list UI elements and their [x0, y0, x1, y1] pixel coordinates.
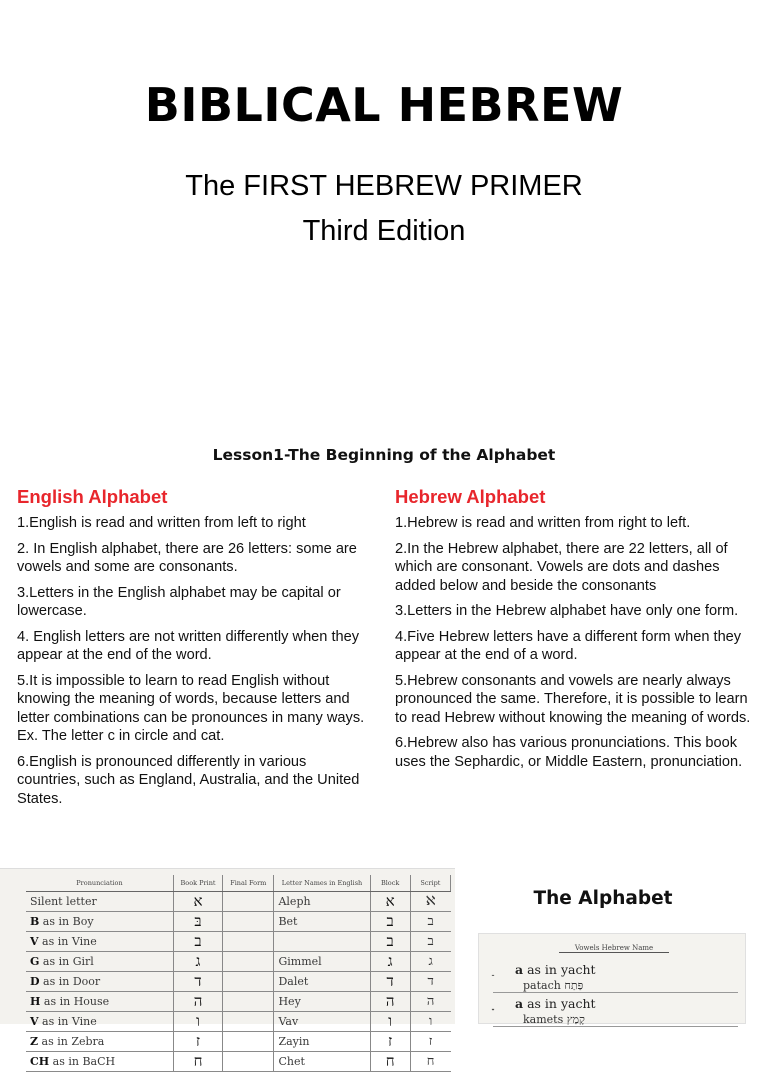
book-print-cell: ד	[173, 971, 222, 991]
alphabet-table-row	[26, 971, 451, 991]
hebrew-alphabet-heading: Hebrew Alphabet	[395, 486, 546, 507]
final-form-cell	[223, 991, 274, 1011]
block-cell: ב	[370, 931, 410, 951]
pronunciation-text: as in Boy	[39, 914, 94, 928]
column-header: Book Print	[173, 875, 222, 891]
vowel-letter: a	[515, 962, 524, 977]
pronunciation-text: Silent letter	[30, 894, 97, 908]
pronunciation-letter: CH	[30, 1054, 50, 1068]
pronunciation-cell	[26, 891, 173, 911]
alphabet-table-body	[26, 891, 451, 1071]
pronunciation-text: as in Vine	[38, 934, 97, 948]
alphabet-table-row	[26, 1031, 451, 1051]
script-cell: ח	[410, 1051, 450, 1071]
block-cell: ז	[370, 1031, 410, 1051]
english-point: 3.Letters in the English alphabet may be capital or lowercase.	[17, 584, 341, 619]
script-cell: ה	[410, 991, 450, 1011]
pronunciation-cell	[26, 1051, 173, 1071]
alphabet-table-row	[26, 891, 451, 911]
letter-name-cell: Zayin	[274, 1031, 370, 1051]
pronunciation-letter: H	[30, 994, 41, 1008]
vowel-mark	[493, 962, 515, 979]
pronunciation-text: as in Zebra	[38, 1034, 105, 1048]
pronunciation-letter: G	[30, 954, 40, 968]
vowel-main	[493, 962, 738, 979]
book-print-cell: ח	[173, 1051, 222, 1071]
pronunciation-text: as in Vine	[38, 1014, 97, 1028]
alphabet-table-row	[26, 991, 451, 1011]
english-point: 2. In English alphabet, there are 26 letters: some are vowels and some are consonants.	[17, 540, 357, 575]
column-header: Final Form	[223, 875, 274, 891]
pronunciation-cell	[26, 931, 173, 951]
english-point: 5.It is impossible to learn to read English without knowing the meaning of words, because letters and letter combinations can be pronounces in many ways. Ex. The letter c in circle and cat.	[17, 672, 365, 744]
book-print-cell: ה	[173, 991, 222, 1011]
letter-name-cell: Dalet	[274, 971, 370, 991]
hebrew-alphabet-column	[395, 486, 755, 778]
letter-name-cell: Bet	[274, 911, 370, 931]
final-form-cell	[223, 1051, 274, 1071]
alphabet-table-row	[26, 951, 451, 971]
pronunciation-cell	[26, 911, 173, 931]
letter-name-cell: Chet	[274, 1051, 370, 1071]
alphabet-table-row	[26, 911, 451, 931]
final-form-cell	[223, 931, 274, 951]
pronunciation-cell	[26, 971, 173, 991]
pronunciation-cell	[26, 1031, 173, 1051]
pronunciation-cell	[26, 1011, 173, 1031]
pronunciation-text: as in Girl	[39, 954, 94, 968]
script-cell: ב	[410, 911, 450, 931]
english-point: 4. English letters are not written differently when they appear at the end of the word.	[17, 628, 360, 663]
alphabet-table-row	[26, 1011, 451, 1031]
pronunciation-cell	[26, 991, 173, 1011]
english-point: 6.English is pronounced differently in various countries, such as England, Australia, and the United States.	[17, 753, 360, 807]
book-print-cell: ב	[173, 931, 222, 951]
pronunciation-cell	[26, 951, 173, 971]
script-cell: ג	[410, 951, 450, 971]
alphabet-table-photo	[0, 868, 455, 1070]
vowel-mark	[493, 996, 515, 1013]
pronunciation-text: as in House	[40, 994, 110, 1008]
vowel-row	[493, 996, 738, 1027]
block-cell: ח	[370, 1051, 410, 1071]
hebrew-point: 4.Five Hebrew letters have a different form when they appear at the end of a word.	[395, 628, 742, 663]
english-alphabet-heading: English Alphabet	[17, 486, 168, 507]
block-cell: ג	[370, 951, 410, 971]
alphabet-table-row	[26, 1051, 451, 1071]
document-subtitle: The FIRST HEBREW PRIMER	[185, 170, 583, 202]
pronunciation-letter: B	[30, 914, 40, 928]
book-print-cell: ז	[173, 1031, 222, 1051]
block-cell: ו	[370, 1011, 410, 1031]
block-cell: ה	[370, 991, 410, 1011]
script-cell: ז	[410, 1031, 450, 1051]
final-form-cell	[223, 911, 274, 931]
book-print-cell: ו	[173, 1011, 222, 1031]
alphabet-heading: The Alphabet	[533, 888, 673, 909]
document-title: BIBLICAL HEBREW	[144, 78, 624, 132]
vowel-main	[493, 996, 738, 1013]
vowel-row	[493, 962, 738, 993]
pronunciation-letter: Z	[30, 1034, 39, 1048]
hebrew-point: 5.Hebrew consonants and vowels are nearly always pronounced the same. Therefore, it is possible to learn to read Hebrew without knowing the meaning of words.	[395, 672, 751, 726]
lesson-title: Lesson1-The Beginning of the Alphabet	[212, 446, 556, 464]
pronunciation-text: as in Door	[39, 974, 101, 988]
column-header: Script	[410, 875, 450, 891]
book-print-cell: ג	[173, 951, 222, 971]
letter-name-cell: Aleph	[274, 891, 370, 911]
pronunciation-letter: V	[30, 934, 39, 948]
script-cell: ד	[410, 971, 450, 991]
final-form-cell	[223, 951, 274, 971]
alphabet-table	[26, 875, 451, 1072]
alphabet-table-row	[26, 931, 451, 951]
letter-name-cell: Hey	[274, 991, 370, 1011]
hebrew-point: 1.Hebrew is read and written from right to left.	[395, 515, 691, 531]
vowels-header: Vowels Hebrew Name	[559, 944, 669, 953]
block-cell: ב	[370, 911, 410, 931]
hebrew-point: 2.In the Hebrew alphabet, there are 22 letters, all of which are consonant. Vowels are dots and dashes added below and beside the consonants	[395, 540, 728, 594]
final-form-cell	[223, 891, 274, 911]
pronunciation-text: as in BaCH	[49, 1054, 116, 1068]
hebrew-point: 3.Letters in the Hebrew alphabet have only one form.	[395, 603, 739, 619]
pronunciation-letter: D	[30, 974, 40, 988]
english-point: 1.English is read and written from left to right	[17, 515, 306, 531]
document-edition: Third Edition	[302, 215, 466, 247]
hebrew-point: 6.Hebrew also has various pronunciations. This book uses the Sephardic, or Middle Eastern, pronunciation.	[395, 735, 743, 770]
script-cell: ב	[410, 931, 450, 951]
pronunciation-letter: V	[30, 1014, 39, 1028]
letter-name-cell: Gimmel	[274, 951, 370, 971]
vowel-text: as in yacht	[523, 996, 596, 1011]
vowel-name: kamets קָמַץ	[523, 1013, 585, 1026]
block-cell: ד	[370, 971, 410, 991]
vowels-table-photo	[478, 933, 746, 1024]
script-cell: ו	[410, 1011, 450, 1031]
letter-name-cell	[274, 931, 370, 951]
final-form-cell	[223, 1011, 274, 1031]
column-header: Block	[370, 875, 410, 891]
vowel-letter: a	[515, 996, 524, 1011]
alphabet-table-header-row	[26, 875, 451, 891]
block-cell: א	[370, 891, 410, 911]
final-form-cell	[223, 971, 274, 991]
final-form-cell	[223, 1031, 274, 1051]
script-cell: ℵ	[410, 891, 450, 911]
column-header: Letter Names in English	[274, 875, 370, 891]
english-alphabet-column	[17, 486, 369, 815]
vowel-name: patach פַּתַח	[523, 979, 584, 992]
book-print-cell: א	[173, 891, 222, 911]
column-header: Pronunciation	[26, 875, 173, 891]
book-print-cell: בּ	[173, 911, 222, 931]
vowel-text: as in yacht	[523, 962, 596, 977]
letter-name-cell: Vav	[274, 1011, 370, 1031]
